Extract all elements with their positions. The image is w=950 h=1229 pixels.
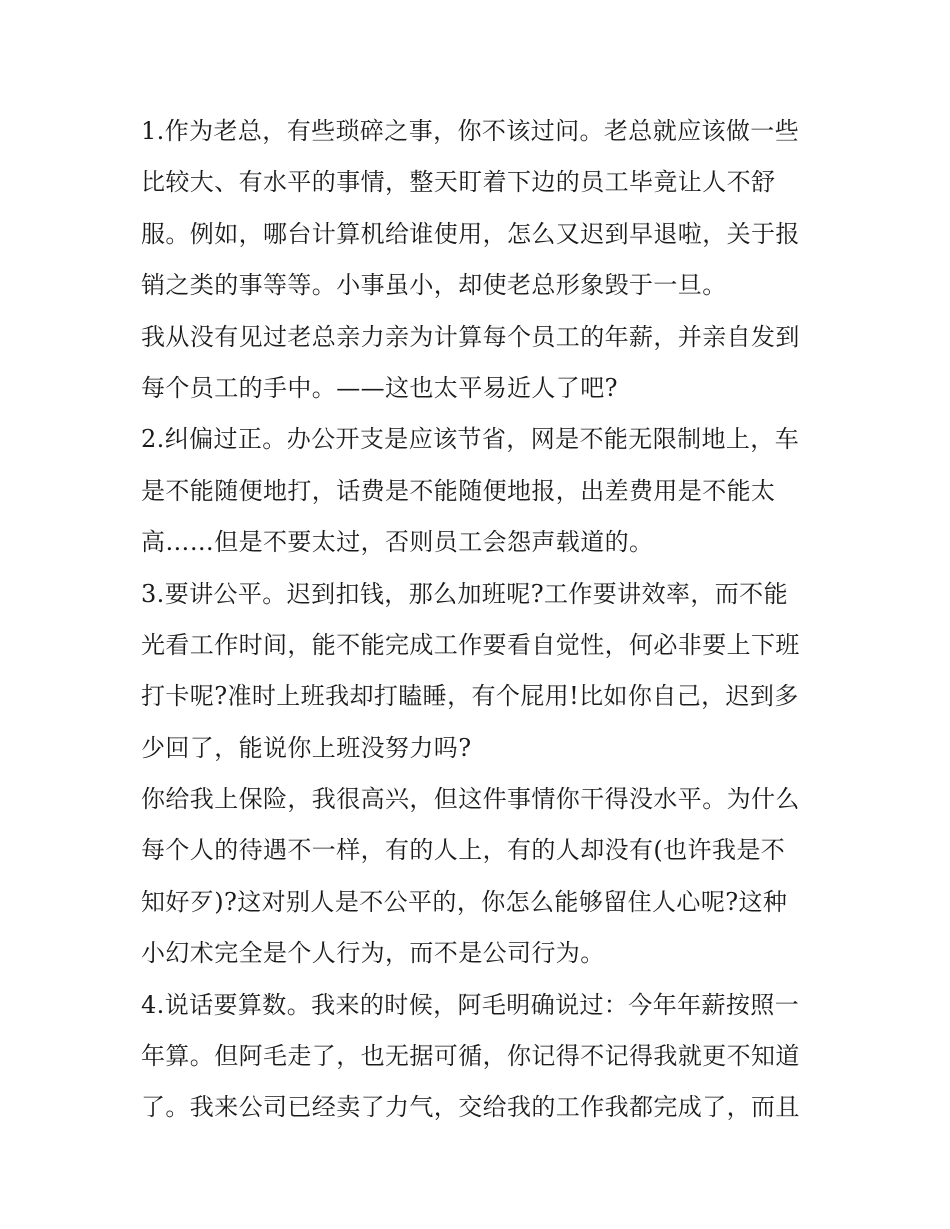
text-line-11: 光看工作时间，能不能完成工作要看自觉性，何必非要上下班 [141,630,800,659]
text-line-2: 比较大、有水平的事情，整天盯着下边的员工毕竟让人不舒 [141,168,776,197]
text-line-6: 每个员工的手中。——这也太平易近人了吧? [141,373,618,402]
text-line-20: 了。我来公司已经卖了力气，交给我的工作我都完成了，而且 [141,1093,800,1122]
text-line-3: 服。例如，哪台计算机给谁使用，怎么又迟到早退啦，关于报 [141,219,800,248]
document-body [141,106,831,1134]
text-line-7: 2.纠偏过正。办公开支是应该节省，网是不能无限制地上，车 [141,425,800,454]
text-line-12: 打卡呢?准时上班我却打瞌睡，有个屁用!比如你自己，迟到多 [141,682,799,711]
text-line-10: 3.要讲公平。迟到扣钱，那么加班呢?工作要讲效率，而不能 [141,579,788,608]
text-line-1: 1.作为老总，有些琐碎之事，你不该过问。老总就应该做一些 [141,117,800,145]
text-line-19: 年算。但阿毛走了，也无据可循，你记得不记得我就更不知道 [141,1042,800,1071]
text-line-17: 小幻术完全是个人行为，而不是公司行为。 [141,939,605,968]
text-line-18: 4.说话要算数。我来的时候，阿毛明确说过：今年年薪按照一 [141,990,800,1019]
text-line-8: 是不能随便地打，话费是不能随便地报，出差费用是不能太 [141,476,776,505]
text-line-16: 知好歹)?这对别人是不公平的，你怎么能够留住人心呢?这种 [141,887,788,916]
text-line-5: 我从没有见过老总亲力亲为计算每个员工的年薪，并亲自发到 [141,322,800,351]
text-line-13: 少回了，能说你上班没努力吗? [141,733,472,762]
text-line-14: 你给我上保险，我很高兴，但这件事情你干得没水平。为什么 [141,785,800,814]
text-line-15: 每个人的待遇不一样，有的人上，有的人却没有(也许我是不 [141,836,786,865]
text-line-4: 销之类的事等等。小事虽小，却使老总形象毁于一旦。 [141,271,727,300]
text-line-9: 高……但是不要太过，否则员工会怨声载道的。 [141,528,654,557]
